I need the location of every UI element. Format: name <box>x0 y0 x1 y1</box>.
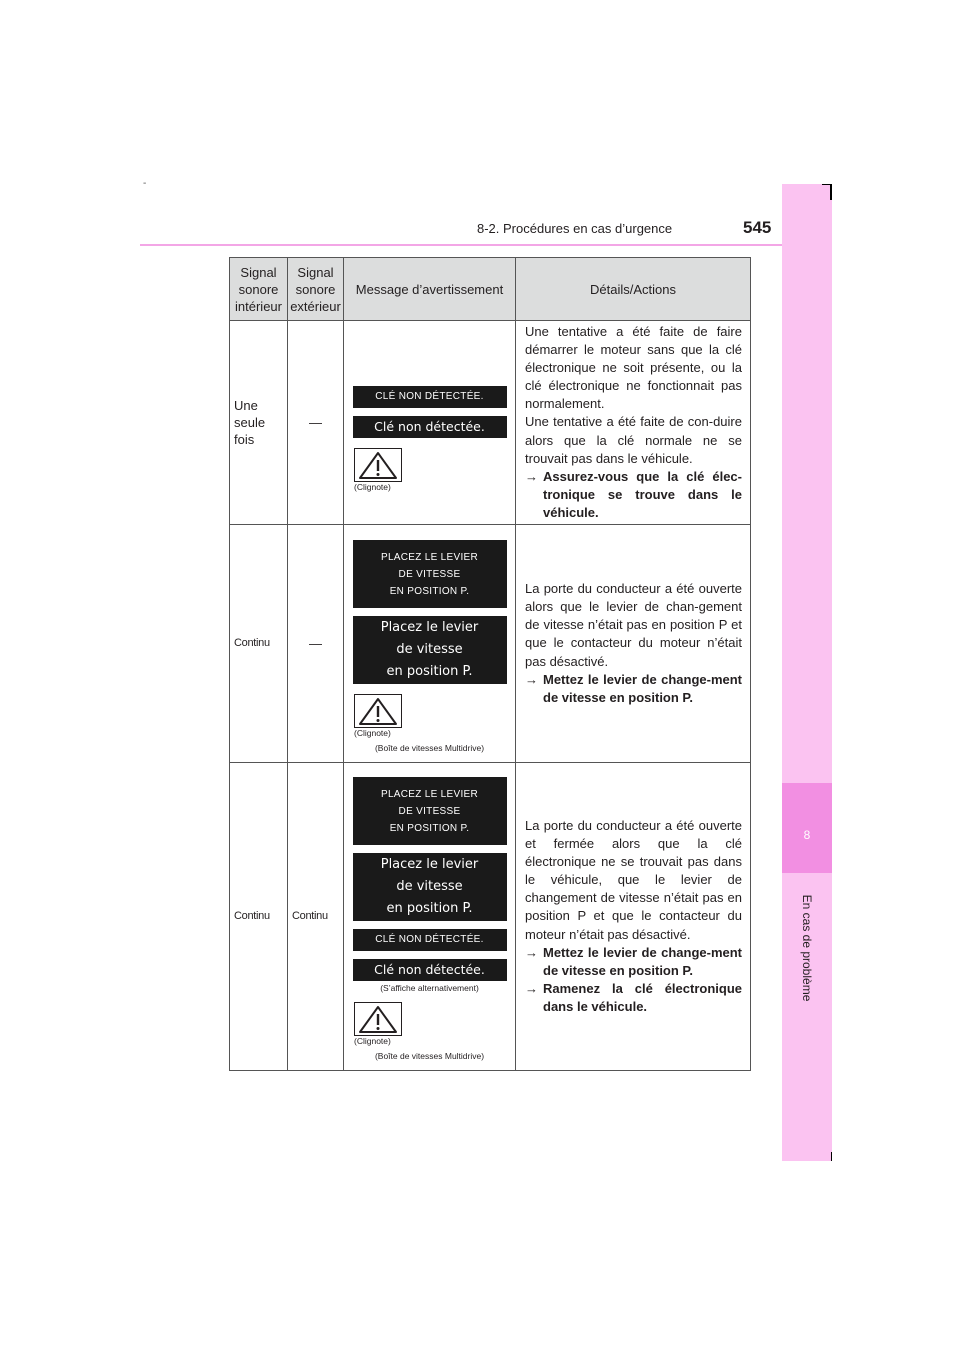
blink-caption: (Clignote) <box>354 1036 391 1046</box>
interior-buzzer-cell: Une seule fois <box>230 321 288 525</box>
header-exterior-buzzer: Signal sonore extérieur <box>288 258 344 321</box>
display-caps: PLACEZ LE LEVIER DE VITESSE EN POSITION P. <box>353 540 507 608</box>
action-item: → Mettez le levier de change-ment de vitesse en position P. <box>525 671 742 707</box>
crop-mark-top-h <box>822 184 832 185</box>
header-rule <box>140 244 832 246</box>
transmission-note: (Boîte de vitesses Multidrive) <box>374 743 485 753</box>
action-item: → Ramenez la clé électronique dans le véhicule. <box>525 980 742 1016</box>
details-cell: La porte du conducteur a été ouverte alors que le levier de chan-gement de vitesse n’était pas en position P et que le contacteur du moteur n’était pas désactivé. → Mettez le levier de change-ment de vitesse en position P. <box>516 525 751 763</box>
blink-caption: (Clignote) <box>354 728 391 738</box>
chapter-label: En cas de problème <box>800 894 814 1002</box>
display-text-2: Clé non détectée. <box>353 959 507 981</box>
display-caps: CLÉ NON DÉTECTÉE. <box>353 386 507 408</box>
display-text: Clé non détectée. <box>353 416 507 438</box>
crop-mark-top <box>830 184 832 200</box>
exterior-buzzer-cell: — <box>288 321 344 525</box>
interior-buzzer-cell: Continu <box>230 525 288 763</box>
display-text: Placez le levier de vitesse en position P. <box>353 853 507 921</box>
header-details-actions: Détails/Actions <box>516 258 751 321</box>
header-dash: - <box>143 178 147 189</box>
blink-caption: (Clignote) <box>354 482 391 492</box>
alternate-caption: (S’affiche alternativement) <box>380 983 479 993</box>
warning-triangle-icon <box>354 448 402 482</box>
arrow-icon: → <box>525 944 538 960</box>
chapter-number: 8 <box>803 828 811 842</box>
display-text: Placez le levier de vitesse en position P. <box>353 616 507 684</box>
exterior-buzzer-cell: — <box>288 525 344 763</box>
action-item: → Assurez-vous que la clé élec-tronique se trouve dans le véhicule. <box>525 468 742 522</box>
warning-message-cell <box>344 763 516 1071</box>
details-cell: Une tentative a été faite de faire démarrer le moteur sans que la clé électronique ne soit présente, ou la clé électronique ne fonctionnait pas normalement. Une tentative a été faite de con-duire alors que la clé normale ne se trouvait pas dans le véhicule. → Assurez-vous que la clé élec-tronique se trouve dans le véhicule. <box>516 321 751 525</box>
action-item: → Mettez le levier de change-ment de vitesse en position P. <box>525 944 742 980</box>
table-row <box>230 525 751 763</box>
display-caps: PLACEZ LE LEVIER DE VITESSE EN POSITION P. <box>353 777 507 845</box>
warning-message-table <box>229 257 751 1071</box>
details-cell: La porte du conducteur a été ouverte et fermée alors que la clé électronique ne se trouvait pas dans le véhicule, que le levier de changement de vitesse n’était pas en position P et que le contacteur du moteur n’était pas désactivé. → Mettez le levier de change-ment de vitesse en position P. → Ramenez la clé électronique dans le véhicule. <box>516 763 751 1071</box>
table-row <box>230 321 751 525</box>
table-row <box>230 763 751 1071</box>
page-number: 545 <box>743 218 772 237</box>
warning-triangle-icon <box>354 694 402 728</box>
warning-message-cell <box>344 525 516 763</box>
arrow-icon: → <box>525 671 538 687</box>
warning-message-cell <box>344 321 516 525</box>
interior-buzzer-cell: Continu <box>230 763 288 1071</box>
crop-mark-bottom <box>831 1152 832 1161</box>
chapter-side-tab <box>782 184 832 1161</box>
transmission-note: (Boîte de vitesses Multidrive) <box>374 1051 485 1061</box>
arrow-icon: → <box>525 980 538 996</box>
header-interior-buzzer: Signal sonore intérieur <box>230 258 288 321</box>
display-caps-2: CLÉ NON DÉTECTÉE. <box>353 929 507 951</box>
header-warning-message: Message d’avertissement <box>344 258 516 321</box>
arrow-icon: → <box>525 468 538 484</box>
exterior-buzzer-cell: Continu <box>288 763 344 1071</box>
section-title: 8-2. Procédures en cas d’urgence <box>477 221 673 236</box>
warning-triangle-icon <box>354 1002 402 1036</box>
table-header-row <box>230 258 751 321</box>
